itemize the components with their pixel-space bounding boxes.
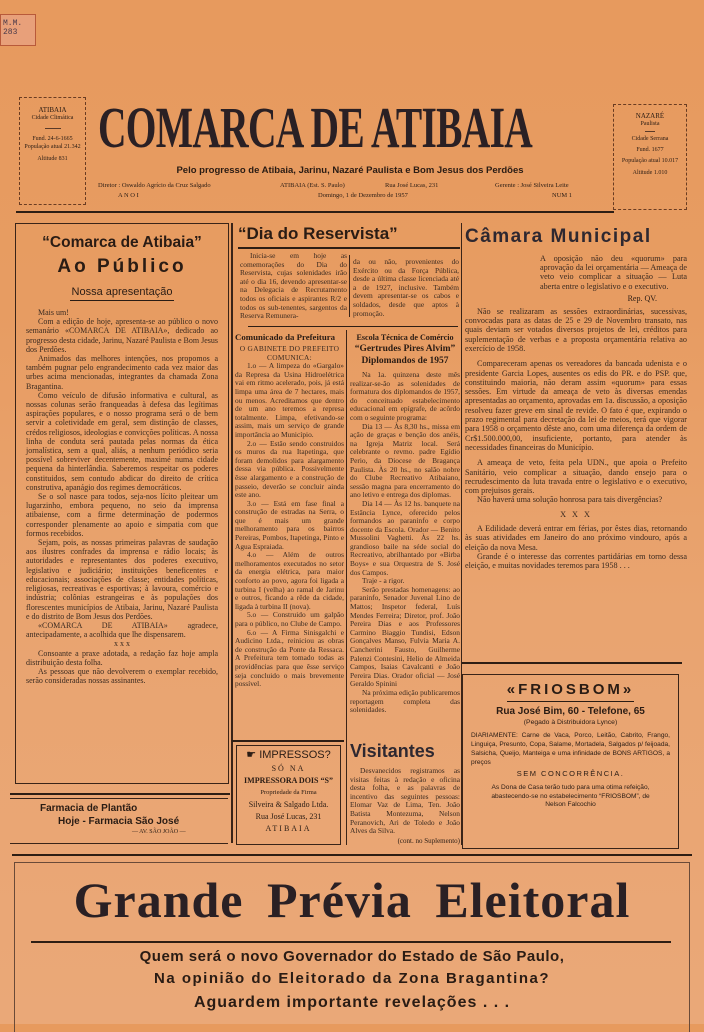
nazare-city: NAZARÉ xyxy=(635,112,665,120)
newspaper-title: COMARCA DE ATIBAIA xyxy=(98,95,533,160)
tagline: Pelo progresso de Atibaia, Jarinu, Nazaré Paulista e Bom Jesus dos Perdões xyxy=(176,165,524,176)
divider xyxy=(645,131,655,132)
column-rule xyxy=(346,330,347,845)
pharmacy-address: — AV. SÃO JOÃO — xyxy=(132,829,186,835)
nazare-altitude: Altitude 1.010 xyxy=(632,170,668,176)
list-item: 5.o — Construido um galpão para o público, no Clube de Campo. xyxy=(235,610,344,628)
prefeitura-body xyxy=(235,345,344,735)
editorial-subtitle-wrap xyxy=(24,282,220,300)
atibaia-population: População atual 21.342 xyxy=(24,144,81,150)
camara-body xyxy=(465,307,687,627)
list-item: 3.o — Está em fase final a construção de estradas na Serra, o que é mais um grande melhoramento para os bairros Pereiras, Pombos, Itapetinga, Pinto e Agua Espraiada. xyxy=(235,498,344,551)
visitantes-title: Visitantes xyxy=(350,741,435,761)
escola-title-3: Diplomandos de 1957 xyxy=(361,356,449,366)
visitantes-cont: (cont. no Suplemento) xyxy=(397,836,460,845)
paragraph: Dia 13 — Às 8,30 hs., missa em ação de graças e benção dos anéis, na Igreja Matriz local. Será celebrante o revmo. padre Egídio Perio, da Diocese de Bragança Paulista. Às 20 hs., no salão nobre do Clube Recreativo Atibaiano, sessão magna para encerramento do ano letivo e entrega dos diplomas. xyxy=(350,421,460,500)
rule xyxy=(10,793,230,795)
manager: Gerente : José Silveira Leite xyxy=(495,182,569,189)
previa-box xyxy=(14,862,690,1032)
nazare-subtitle: Paulista xyxy=(640,121,660,127)
paragraph: «COMARCA DE ATIBAIA» agradece, antecipadamente, a acolhida que lhe dispensarem. xyxy=(26,620,218,640)
impressos-line-1: SÓ NA xyxy=(271,764,306,773)
separator: x x x xyxy=(114,639,130,649)
camara-subhead: A oposição não deu «quorum» para aprovação da lei orçamentária — Ameaça de veto veio complicar a situação — Luta aberta entre o legislativo e o executivo. xyxy=(540,254,687,291)
impressos-line-2: IMPRESSORA DOIS “S” xyxy=(244,776,333,785)
impressos-ad xyxy=(236,745,341,845)
director: Diretor : Oswaldo Agrício da Cruz Salgado xyxy=(98,182,211,189)
impressos-line-4: Silveira & Salgado Ltda. xyxy=(248,800,329,809)
year: A N O I xyxy=(118,192,139,199)
pointing-hand-icon: ☛ xyxy=(246,749,257,761)
rule xyxy=(232,740,344,742)
rule xyxy=(462,662,682,664)
escola-title-2: “Gertrudes Pires Alvim” xyxy=(354,344,456,354)
nazare-info-box xyxy=(613,104,687,210)
previa-title: Grande Prévia Eleitoral xyxy=(73,872,631,928)
stamp-line-2: 283 xyxy=(3,28,18,37)
friosbom-title: «FRIOSBOM» xyxy=(507,681,635,702)
paragraph: Sejam, pois, as nossas primeiras palavras de saudação aos ilustres confrades da imprensa e rádio locais; às autoridades e representantes dos poderes executivo, legislativo e judiciário; instituições beneficentes e educacionais; associações de classe; entidades políticas, religiosas, recreativas e esportivas; à lavoura, comércio e indústria; colônias estrangeiras e às populações dos florescentes municípios de Atibaia, Jarinu, Nazaré Paulista e do distrito de Bom Jesus dos Perdões. xyxy=(26,538,218,621)
visitantes-article xyxy=(350,740,460,846)
paragraph: Na 1a. quinzena deste mês realizar-se-ão as solenidades de formatura dos diplomandos de 1957, do conceituado estabelecimento educacional em epígrafe, de acôrdo com o seguinte programa: xyxy=(350,371,460,422)
rule xyxy=(248,326,458,327)
paragraph: Grande é o interesse das correntes partidárias em torno dessa eleição, e muitas novidades teremos para 1958 . . . xyxy=(465,551,687,571)
paragraph: Não haverá uma solução honrosa para tais divergências? xyxy=(477,495,663,505)
paragraph: Na próxima edição publicaremos reportagem completa das solenidades. xyxy=(350,687,460,715)
editorial-title-1: “Comarca de Atibaia” xyxy=(42,234,202,251)
paragraph: Consoante a praxe adotada, a redação faz hoje ampla distribuição desta folha. xyxy=(26,648,218,667)
prefeitura-lead: O GABINETE DO PREFEITO COMUNICA: xyxy=(239,345,340,362)
editorial-subtitle: Nossa apresentação xyxy=(70,286,175,301)
stamp-line-1: M.M. xyxy=(3,19,23,28)
editorial-article xyxy=(15,223,229,784)
paragraph: Como veículo de difusão informativa e cultural, as nossas colunas serão franqueadas à defesa das legítimas aspirações populares, e o nosso programa será o de bem servir a coletividade em geral, sem distinção de classes, crédos religiosos, ideologias e convicções políticas. A nossa linha de conduta será pautada pelas normas da ética jornalística, sem a qual, aliás, a nenhum periódico seria possível sobreviver decentemente, maximé numa cidade pequena da hinterlândia. Saberemos respeitar os poderes constituidos, sem contudo abdicar do direito de crítica construtiva, apanágio dos regimes democráticos. xyxy=(26,390,218,492)
place: ATIBAIA (Est. S. Paulo) xyxy=(280,182,345,189)
editorial-body xyxy=(24,308,220,776)
camara-byline: Rep. QV. xyxy=(627,293,657,303)
escola-body xyxy=(350,371,460,723)
rule xyxy=(31,941,671,943)
camara-article xyxy=(465,224,687,656)
paragraph: A Edilidade deverá entrar em férias, por êstes dias, retornando às suas atividades em Janeiro do ano próximo vindouro, após a eleição da nova Mesa. xyxy=(465,524,687,552)
list-item: 1.o — A limpeza do «Gargalo» da Represa da Usina Hidroelétrica vai em ritmo acelerado, pois, já está limpa uma área de 7 hectares, mais ou menos. Acreditamos que dentro de um ano teremos a represa totalmente. Limpa, efetivando-se assim, mais um serviço de grande importância ao Município. xyxy=(235,361,344,439)
paragraph: Serão prestadas homenagens: ao paraninfo, Senador Juvenal Lino de Mattos; Inspetor federal, Luís Mendes Ferreira; Diretor, prof. João Pereira Dias e aos Professores Carmino Biaggio Tundisi, Edson Gonçalves Manso, Fulvia Maria A. Cancherini Fausto, Guilherme Palenzi Contesini, Helio de Almeida Campos, Isaias Cavalcanti e João Pereira Dias. Orador oficial — José Geraldo Spinini xyxy=(350,584,460,689)
pharmacy-box xyxy=(10,798,228,844)
paragraph: A ameaça de veto, feita pela UDN., que apoia o Prefeito Sanitário, veio complicar a situação, dando ensejo para o recrudescimento da luta travada entre o legislativo e o executivo, com prejuisos gerais. xyxy=(465,458,687,496)
friosbom-text: DIARIAMENTE: Carne de Vaca, Porco, Leitão, Cabrito, Frango, Linguiça, Presunto, Copa, Salame, Mortadela, Salgados p/ feijoada, Salsicha, Queijo, Manteiga e uma infinidade de BONS ARTIGOS, a preços xyxy=(471,732,670,766)
pharmacy-today: Hoje - Farmacia São José xyxy=(58,816,180,827)
nazare-population: População atual 10.017 xyxy=(621,158,679,164)
camara-title: Câmara Municipal xyxy=(465,226,652,247)
visitantes-text: Desvanecidos registramos as visitas feitas à redação e oficina desta folha, e as palavras de incentivo das seguintes pessoas: Elomar Vaz de Lima, Ten. João Batista Montezuma, Nelson Peranovich, Ari de Toledo e João Alves da Silva. xyxy=(350,767,460,836)
pharmacy-title: Farmacia de Plantão xyxy=(40,803,138,814)
friosbom-ad xyxy=(462,674,679,849)
impressos-title-text: IMPRESSOS? xyxy=(259,749,331,761)
paragraph: Compareceram apenas os vereadores da bancada udenista e o presidente Garcia Lopes, ausentes os edis do PR. e do PSP. que, constituindo maioria, não deram assim «quorum» para essas sessões. Em virtude da ameaça de veto às diversas emendas apresentadas ao orçamento, aprovadas em 1a. discussão, a oposição resolveu fazer greve em sinal de revide. O fato é que, expirando o prazo regimental para decretação da lei de meios, terá que vigorar para 1958 o orçamento dêste ano, com uma diferença da ordem de Cr$1.500.000,00, insuficiente, portanto, para atender às necessidades financeiras do Município. xyxy=(465,359,687,452)
column-rule xyxy=(231,223,233,843)
date: Domingo, 1 de Dezembro de 1957 xyxy=(318,192,408,199)
atibaia-city: ATIBAIA xyxy=(38,106,67,114)
friosbom-closing: As Dona de Casa terão tudo para uma otima refeição, abastecendo-se no estabelecimento “FRIOSBOM”, de Nelson Falcochio xyxy=(491,784,650,808)
paragraph: Dia 14 — Às 12 hs. banquete na Estância Lynce, oferecido pelos formandos ao paraninfo e corpo docente da Escola. Orador — Benito Mussolini Vaghetti. Às 22 hs. grandioso baile na séde social do Recreativo, abrilhantado por «Birba Boys» e sua Orquestra de S. José dos Campos. xyxy=(350,498,460,577)
separator: X X X xyxy=(560,509,592,519)
masthead-rule xyxy=(16,211,614,213)
newspaper-title-wrap xyxy=(98,96,608,162)
list-item: 4.o — Além de outros melhoramentos executados no setor da energia elétrica, para maior conforto ao povo, agora foi ligada a turbina I (velha) ao ramal de Jarinu e outros, ficando a rêde da cidade, ligada à turbina II (nova). xyxy=(235,550,344,611)
nazare-founded: Fund. 1677 xyxy=(636,147,664,153)
reservista-title: “Dia do Reservista” xyxy=(238,224,398,243)
nazare-subtitle-2: Cidade Serrana xyxy=(631,136,669,142)
atibaia-info-box xyxy=(19,97,86,205)
list-item: 2.o — Estão sendo construidos os muros da rua Itapetinga, que foram demolidos para alargamento dessa via pública. Possivelmente êsse alargamento e a construção de passeio, deverão se concluir ainda este ano. xyxy=(235,438,344,500)
previa-line-1: Quem será o novo Governador do Estado de São Paulo, xyxy=(139,948,565,965)
paragraph: Animados das melhores intenções, nos propomos a também pugnar pelo engrandecimento cada vez maior das urbes acima mencionadas, integrantes da chamada Zona Bragantina. xyxy=(26,354,218,391)
friosbom-address: Rua José Bim, 60 - Telefone, 65 xyxy=(496,706,645,717)
rule xyxy=(12,854,692,856)
paragraph: Não se realizaram as sessões extraordinárias, sucessivas, convocadas para as datas de 25 e 29 de Novembro transato, nas quais deviam ser votados diversos projetos de lei, créditos para suplementação de verbas e a proposta orçamentária relativa ao exercício de 1958. xyxy=(465,306,687,353)
paragraph: Se o sol nasce para todos, seja-nos lícito pleitear um lugarzinho, embora pequeno, no seio da imprensa atibaiense, com a firme determinação de podermos corresponder plenamente ao apoio e simpatia com que formos recebidos. xyxy=(26,492,218,538)
column-rule xyxy=(349,255,350,317)
paragraph: Com a edição de hoje, apresenta-se ao público o novo semanário «COMARCA DE ATIBAIA», dedicado ao progresso desta cidade, Jarinu, Nazaré Paulista e Bom Jesus dos Perdões. xyxy=(26,317,218,354)
issue-number: NUM 1 xyxy=(552,192,573,199)
editorial-title-2: Ao Público xyxy=(57,256,187,277)
atibaia-founded: Fund. 24-6-1665 xyxy=(32,136,73,142)
impressos-title xyxy=(237,749,340,761)
escola-title-1: Escola Técnica de Comércio xyxy=(356,333,454,342)
impressos-line-5: Rua José Lucas, 231 xyxy=(255,812,322,821)
reservista-col-1: Inicia-se em hoje as comemorações do Dia do Reservista, cujas solenidades irão até o dia 16, devendo apresentar-se na Delegacia de Recrutamento todos os oficiais e aspirantes R/2 e todos os sub-tenentes, sargentos da Reserva Remunera- xyxy=(240,252,347,321)
archive-stamp xyxy=(0,14,36,46)
paragraph: As pessoas que não devolverem o exemplar recebido, serão consideradas nossas assinantes. xyxy=(26,666,218,686)
list-item: 6.o — A Firma Sinisgalchi e Audicino Ltda., reiniciou as obras de construção da Ponte da Ressaca. A Prefeitura tem tomado todas as providências para que êsse serviço seja concluido o mais brevemente possível. xyxy=(235,627,344,689)
impressos-line-6: ATIBAIA xyxy=(265,824,312,833)
reservista-col-2: da ou não, provenientes do Exército ou da Força Pública, desde a última classe licenciada até a de 1927, inclusive. Também devem apresentar-se os cabos e soldados, desde que aptos à promoção. xyxy=(353,258,459,318)
prefeitura-title: Comunicado da Prefeitura xyxy=(235,332,336,342)
previa-line-2: Na opinião do Eleitorado da Zona Bragantina? xyxy=(153,970,551,987)
escola-article xyxy=(350,332,460,723)
rule xyxy=(238,247,460,249)
previa-line-3: Aguardem importante revelações . . . xyxy=(193,994,511,1011)
paragraph: Mais um! xyxy=(38,308,69,317)
divider xyxy=(45,128,61,129)
friosbom-note: (Pegado à Distribuidora Lynce) xyxy=(523,719,618,726)
atibaia-subtitle: Cidade Climática xyxy=(31,115,74,121)
atibaia-altitude: Altitude 831 xyxy=(37,156,68,162)
paragraph: Traje - a rigor. xyxy=(362,576,405,586)
friosbom-highlight: SEM CONCORRÊNCIA. xyxy=(516,769,625,778)
impressos-line-3: Propriedade da Firma xyxy=(260,789,317,796)
prefeitura-article xyxy=(235,332,344,735)
address: Rua José Lucas, 231 xyxy=(385,182,439,189)
